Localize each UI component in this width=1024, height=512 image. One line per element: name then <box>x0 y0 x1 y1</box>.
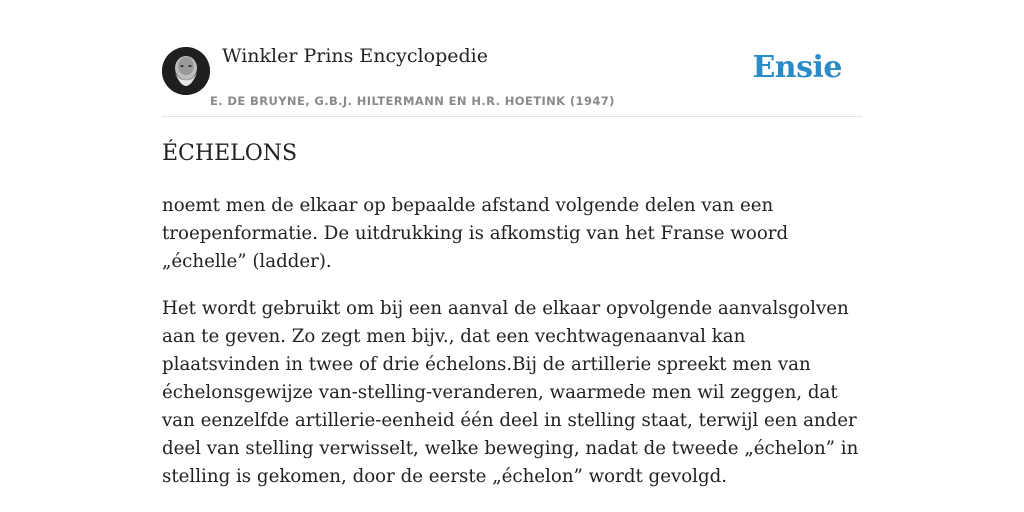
site-header <box>162 0 862 117</box>
entry-paragraph: noemt men de elkaar op bepaalde afstand volgende delen van een troepenformatie. De uitdrukking is afkomstig van het Franse woord „échelle” (ladder). <box>162 195 789 272</box>
source-authors: E. DE BRUYNE, G.B.J. HILTERMANN EN H.R. HOETINK (1947) <box>210 94 615 108</box>
source-title[interactable]: Winkler Prins Encyclopedie <box>222 45 488 67</box>
author-portrait-icon <box>162 47 210 95</box>
entry-body <box>162 192 862 510</box>
author-avatar[interactable] <box>162 47 210 95</box>
entry-paragraph: Het wordt gebruikt om bij een aanval de elkaar opvolgende aanvalsgolven aan te geven. Zo zegt men bijv., dat een vechtwagenaanval kan plaatsvinden in twee of drie échelons.Bij de artillerie spreekt men van échelonsgewijze van-stelling-veranderen, waarmede men wil zeggen, dat van eenzelfde artillerie-eenheid één deel in stelling staat, terwijl een ander deel van stelling verwisselt, welke beweging, nadat de tweede „échelon” in stelling is gekomen, door de eerste „échelon” wordt gevolgd. <box>162 298 859 487</box>
brand-logo[interactable]: Ensie <box>752 50 842 85</box>
entry-title: ÉCHELONS <box>162 141 298 166</box>
